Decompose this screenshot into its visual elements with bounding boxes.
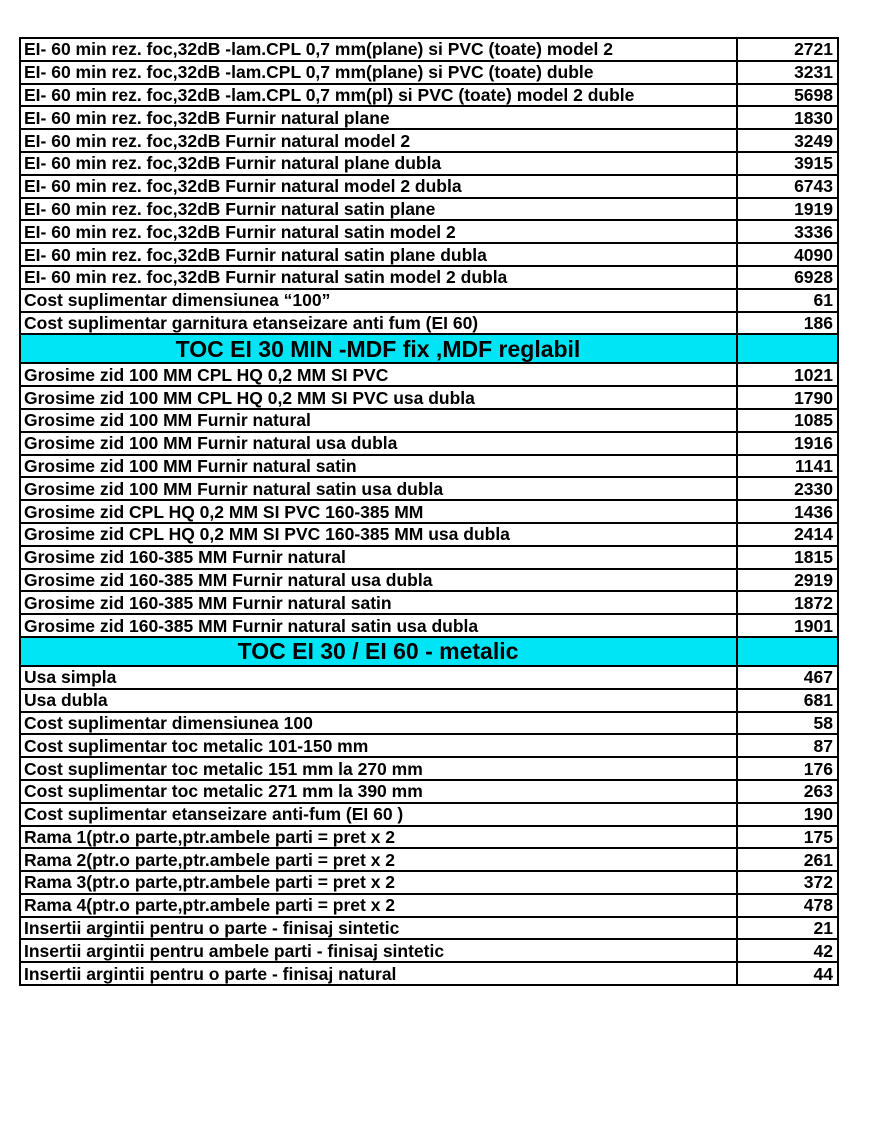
item-price: 3336 xyxy=(737,220,838,243)
table-row xyxy=(20,175,838,198)
item-label: EI- 60 min rez. foc,32dB Furnir natural plane dubla xyxy=(20,152,737,175)
price-table xyxy=(19,37,839,986)
table-row xyxy=(20,38,838,61)
item-label: EI- 60 min rez. foc,32dB Furnir natural satin model 2 xyxy=(20,220,737,243)
item-price: 44 xyxy=(737,962,838,985)
item-price: 21 xyxy=(737,917,838,940)
table-row xyxy=(20,666,838,689)
table-row xyxy=(20,455,838,478)
item-label: Grosime zid 100 MM Furnir natural usa dubla xyxy=(20,432,737,455)
table-row xyxy=(20,363,838,386)
table-row xyxy=(20,289,838,312)
item-label: Rama 4(ptr.o parte,ptr.ambele parti = pret x 2 xyxy=(20,894,737,917)
item-price: 1436 xyxy=(737,500,838,523)
table-row xyxy=(20,962,838,985)
item-price: 87 xyxy=(737,734,838,757)
item-label: Grosime zid 160-385 MM Furnir natural xyxy=(20,546,737,569)
table-row xyxy=(20,84,838,107)
section-empty-cell xyxy=(737,637,838,666)
item-label: EI- 60 min rez. foc,32dB Furnir natural satin plane dubla xyxy=(20,243,737,266)
table-row xyxy=(20,500,838,523)
table-row xyxy=(20,939,838,962)
table-row xyxy=(20,848,838,871)
item-price: 6928 xyxy=(737,266,838,289)
table-row xyxy=(20,614,838,637)
item-label: Grosime zid 100 MM Furnir natural xyxy=(20,409,737,432)
table-row xyxy=(20,689,838,712)
table-row xyxy=(20,61,838,84)
item-price: 1141 xyxy=(737,455,838,478)
table-row xyxy=(20,569,838,592)
table-row xyxy=(20,546,838,569)
table-row xyxy=(20,523,838,546)
item-label: Grosime zid 100 MM Furnir natural satin xyxy=(20,455,737,478)
table-row xyxy=(20,432,838,455)
item-price: 175 xyxy=(737,826,838,849)
item-label: Grosime zid CPL HQ 0,2 MM SI PVC 160-385 MM usa dubla xyxy=(20,523,737,546)
item-label: EI- 60 min rez. foc,32dB Furnir natural model 2 xyxy=(20,129,737,152)
table-row xyxy=(20,591,838,614)
item-price: 1021 xyxy=(737,363,838,386)
table-row xyxy=(20,220,838,243)
item-label: Insertii argintii pentru o parte - finisaj natural xyxy=(20,962,737,985)
item-label: Insertii argintii pentru ambele parti - finisaj sintetic xyxy=(20,939,737,962)
item-label: EI- 60 min rez. foc,32dB Furnir natural satin plane xyxy=(20,198,737,221)
metal-rows xyxy=(20,666,838,985)
section-mdf-title: TOC EI 30 MIN -MDF fix ,MDF reglabil xyxy=(20,334,737,363)
ei60-rows xyxy=(20,38,838,334)
item-label: Grosime zid 160-385 MM Furnir natural usa dubla xyxy=(20,569,737,592)
item-label: Cost suplimentar dimensiunea 100 xyxy=(20,712,737,735)
item-price: 372 xyxy=(737,871,838,894)
item-label: Grosime zid CPL HQ 0,2 MM SI PVC 160-385 MM xyxy=(20,500,737,523)
table-row xyxy=(20,152,838,175)
item-price: 5698 xyxy=(737,84,838,107)
item-label: Grosime zid 100 MM Furnir natural satin usa dubla xyxy=(20,477,737,500)
item-price: 58 xyxy=(737,712,838,735)
table-row xyxy=(20,477,838,500)
item-price: 2414 xyxy=(737,523,838,546)
item-label: EI- 60 min rez. foc,32dB Furnir natural model 2 dubla xyxy=(20,175,737,198)
table-row xyxy=(20,266,838,289)
table-row xyxy=(20,129,838,152)
item-price: 61 xyxy=(737,289,838,312)
table-row xyxy=(20,780,838,803)
item-price: 1919 xyxy=(737,198,838,221)
item-price: 42 xyxy=(737,939,838,962)
table-row xyxy=(20,734,838,757)
table-row xyxy=(20,871,838,894)
item-label: EI- 60 min rez. foc,32dB Furnir natural satin model 2 dubla xyxy=(20,266,737,289)
item-price: 2919 xyxy=(737,569,838,592)
item-price: 3915 xyxy=(737,152,838,175)
item-label: Rama 2(ptr.o parte,ptr.ambele parti = pret x 2 xyxy=(20,848,737,871)
section-metal-title: TOC EI 30 / EI 60 - metalic xyxy=(20,637,737,666)
section-empty-cell xyxy=(737,334,838,363)
item-price: 176 xyxy=(737,757,838,780)
item-label: Cost suplimentar dimensiunea “100” xyxy=(20,289,737,312)
item-price: 190 xyxy=(737,803,838,826)
item-label: EI- 60 min rez. foc,32dB -lam.CPL 0,7 mm(plane) si PVC (toate) model 2 xyxy=(20,38,737,61)
item-label: Cost suplimentar toc metalic 271 mm la 390 mm xyxy=(20,780,737,803)
table-row xyxy=(20,712,838,735)
item-price: 478 xyxy=(737,894,838,917)
table-row xyxy=(20,826,838,849)
item-price: 1815 xyxy=(737,546,838,569)
table-row xyxy=(20,894,838,917)
item-label: Grosime zid 160-385 MM Furnir natural satin usa dubla xyxy=(20,614,737,637)
item-label: Grosime zid 100 MM CPL HQ 0,2 MM SI PVC xyxy=(20,363,737,386)
item-price: 186 xyxy=(737,312,838,335)
item-price: 1901 xyxy=(737,614,838,637)
section-header-row xyxy=(20,637,838,666)
item-price: 681 xyxy=(737,689,838,712)
section-header-row xyxy=(20,334,838,363)
table-row xyxy=(20,409,838,432)
table-row xyxy=(20,803,838,826)
table-row xyxy=(20,106,838,129)
item-price: 2721 xyxy=(737,38,838,61)
item-label: Rama 1(ptr.o parte,ptr.ambele parti = pret x 2 xyxy=(20,826,737,849)
item-label: Cost suplimentar toc metalic 101-150 mm xyxy=(20,734,737,757)
item-price: 1872 xyxy=(737,591,838,614)
item-price: 261 xyxy=(737,848,838,871)
table-row xyxy=(20,917,838,940)
table-row xyxy=(20,243,838,266)
section-mdf xyxy=(20,334,838,363)
table-row xyxy=(20,386,838,409)
item-label: Cost suplimentar toc metalic 151 mm la 270 mm xyxy=(20,757,737,780)
item-label: Usa dubla xyxy=(20,689,737,712)
section-metal xyxy=(20,637,838,666)
item-label: EI- 60 min rez. foc,32dB -lam.CPL 0,7 mm(pl) si PVC (toate) model 2 duble xyxy=(20,84,737,107)
item-label: Insertii argintii pentru o parte - finisaj sintetic xyxy=(20,917,737,940)
item-label: Usa simpla xyxy=(20,666,737,689)
mdf-rows xyxy=(20,363,838,637)
item-price: 6743 xyxy=(737,175,838,198)
item-price: 4090 xyxy=(737,243,838,266)
table-row xyxy=(20,312,838,335)
item-price: 263 xyxy=(737,780,838,803)
item-price: 467 xyxy=(737,666,838,689)
item-label: EI- 60 min rez. foc,32dB Furnir natural plane xyxy=(20,106,737,129)
item-price: 3231 xyxy=(737,61,838,84)
item-label: EI- 60 min rez. foc,32dB -lam.CPL 0,7 mm(plane) si PVC (toate) duble xyxy=(20,61,737,84)
item-label: Cost suplimentar garnitura etanseizare anti fum (EI 60) xyxy=(20,312,737,335)
item-price: 1085 xyxy=(737,409,838,432)
item-label: Grosime zid 160-385 MM Furnir natural satin xyxy=(20,591,737,614)
item-label: Grosime zid 100 MM CPL HQ 0,2 MM SI PVC usa dubla xyxy=(20,386,737,409)
item-price: 1790 xyxy=(737,386,838,409)
item-price: 1916 xyxy=(737,432,838,455)
table-row xyxy=(20,757,838,780)
item-label: Cost suplimentar etanseizare anti-fum (EI 60 ) xyxy=(20,803,737,826)
item-price: 2330 xyxy=(737,477,838,500)
item-price: 1830 xyxy=(737,106,838,129)
item-label: Rama 3(ptr.o parte,ptr.ambele parti = pret x 2 xyxy=(20,871,737,894)
table-row xyxy=(20,198,838,221)
item-price: 3249 xyxy=(737,129,838,152)
